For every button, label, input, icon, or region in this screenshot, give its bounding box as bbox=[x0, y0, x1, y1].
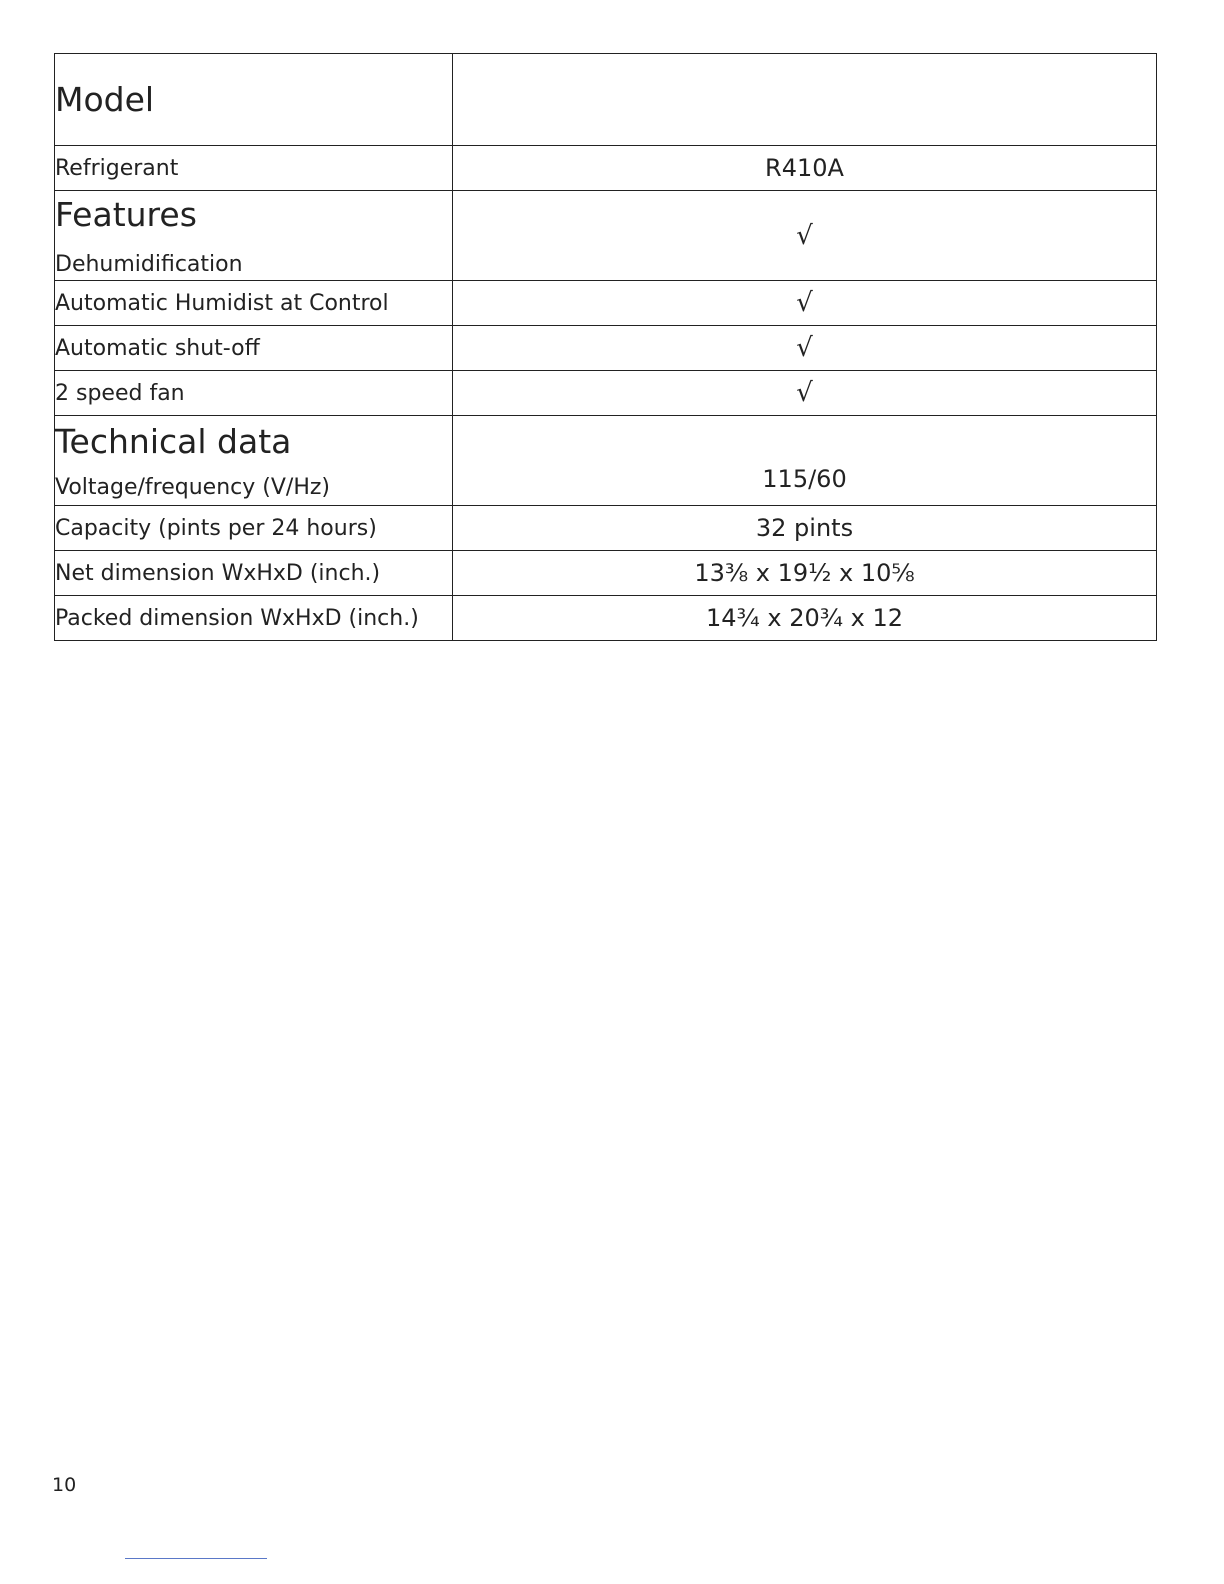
fan-label: 2 speed fan bbox=[55, 371, 453, 416]
footer-divider bbox=[125, 1558, 267, 1559]
humidistat-label: Automatic Humidist at Control bbox=[55, 281, 453, 326]
technical-heading: Technical data bbox=[55, 421, 292, 461]
table-row-packed-dimension bbox=[55, 596, 1157, 641]
packed-dimension-label: Packed dimension WxHxD (inch.) bbox=[55, 596, 453, 641]
check-icon: √ bbox=[796, 220, 813, 251]
voltage-label: Voltage/frequency (V/Hz) bbox=[55, 474, 330, 500]
technical-cell bbox=[55, 416, 453, 506]
net-dimension-label: Net dimension WxHxD (inch.) bbox=[55, 551, 453, 596]
model-label-cell bbox=[55, 54, 453, 146]
table-row-fan bbox=[55, 371, 1157, 416]
table-row-model bbox=[55, 54, 1157, 146]
table-row-shutoff bbox=[55, 326, 1157, 371]
table-row-humidistat bbox=[55, 281, 1157, 326]
table-row-net-dimension bbox=[55, 551, 1157, 596]
table-row-dehumidification bbox=[55, 191, 1157, 281]
model-heading: Model bbox=[55, 80, 155, 119]
dehumidification-value bbox=[453, 191, 1157, 281]
table-row-refrigerant bbox=[55, 146, 1157, 191]
table-row-capacity bbox=[55, 506, 1157, 551]
capacity-label: Capacity (pints per 24 hours) bbox=[55, 506, 453, 551]
voltage-value bbox=[453, 416, 1157, 506]
net-dimension-value: 13⅜ x 19½ x 10⅝ bbox=[453, 551, 1157, 596]
check-icon: √ bbox=[796, 378, 813, 408]
shutoff-label: Automatic shut-off bbox=[55, 326, 453, 371]
refrigerant-label: Refrigerant bbox=[55, 146, 453, 191]
dehumidification-label: Dehumidification bbox=[55, 251, 243, 277]
capacity-value: 32 pints bbox=[453, 506, 1157, 551]
features-cell bbox=[55, 191, 453, 281]
check-icon: √ bbox=[796, 333, 813, 363]
humidistat-value bbox=[453, 281, 1157, 326]
table-row-voltage bbox=[55, 416, 1157, 506]
features-heading: Features bbox=[55, 194, 197, 234]
model-value-cell bbox=[453, 54, 1157, 146]
specification-table bbox=[54, 53, 1157, 641]
packed-dimension-value: 14¾ x 20¾ x 12 bbox=[453, 596, 1157, 641]
page-number: 10 bbox=[52, 1474, 77, 1496]
fan-value bbox=[453, 371, 1157, 416]
shutoff-value bbox=[453, 326, 1157, 371]
check-icon: √ bbox=[796, 288, 813, 318]
voltage-value-text: 115/60 bbox=[762, 464, 847, 493]
refrigerant-value: R410A bbox=[453, 146, 1157, 191]
